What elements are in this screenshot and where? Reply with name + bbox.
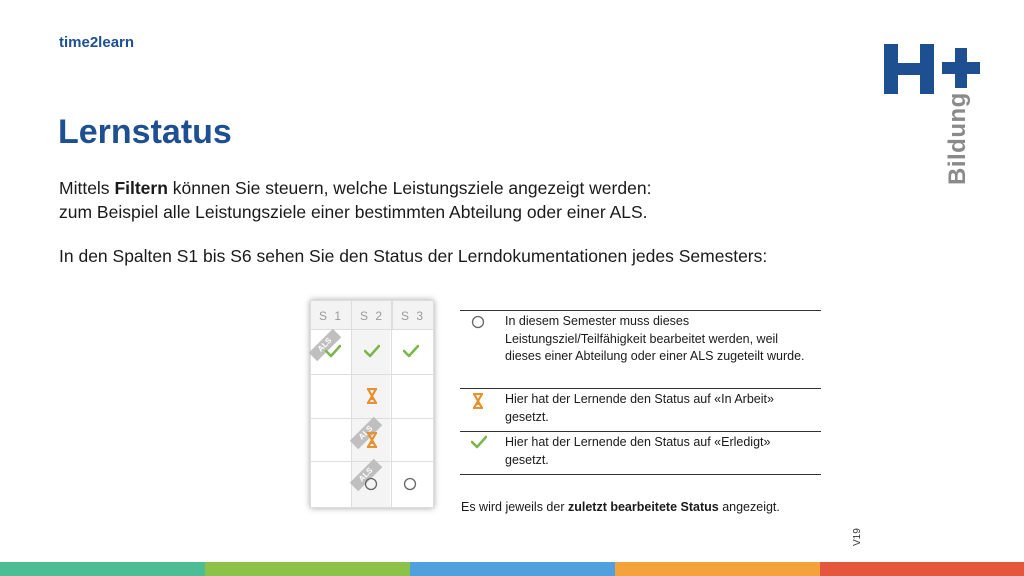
row-divider	[311, 374, 433, 375]
circle-icon	[403, 477, 417, 491]
legend-divider	[460, 388, 821, 389]
color-bar-segment	[205, 562, 410, 576]
column-header-s1: S 1	[311, 301, 352, 329]
column-divider	[391, 301, 392, 507]
check-icon	[471, 435, 487, 449]
legend-text-done: Hier hat der Lernende den Status auf «Erledigt» gesetzt.	[505, 435, 771, 467]
color-bar-segment	[410, 562, 615, 576]
intro-line-2: zum Beispiel alle Leistungsziele einer bestimmten Abteilung oder einer ALS.	[59, 202, 648, 222]
als-tag: ALS	[350, 417, 383, 450]
intro-line-1: Mittels Filtern können Sie steuern, welche Leistungsziele angezeigt werden:	[59, 178, 652, 198]
status-table	[310, 300, 434, 508]
color-bar-segment	[820, 562, 1024, 576]
legend-divider	[460, 474, 821, 475]
hourglass-icon	[366, 388, 378, 404]
legend-divider	[460, 431, 821, 432]
intro-line-3: In den Spalten S1 bis S6 sehen Sie den Status der Lerndokumentationen jedes Semesters:	[59, 246, 768, 266]
als-tag: ALS	[309, 329, 342, 362]
logo-word-bildung: Bildung	[944, 92, 971, 185]
als-tag: ALS	[350, 459, 383, 492]
column-divider	[351, 301, 352, 507]
legend-text-open: In diesem Semester muss dieses Leistungsziel/Teilfähigkeit bearbeitet werden, weil dieses einer Abteilung oder einer ALS zugeteilt wurde.	[505, 314, 805, 363]
column-header-s3: S 3	[393, 301, 433, 329]
check-icon	[325, 344, 341, 358]
check-icon	[364, 344, 380, 358]
color-bar-segment	[615, 562, 820, 576]
filter-emphasis: Filtern	[114, 178, 168, 198]
hourglass-icon	[366, 432, 378, 448]
version-label: V19	[852, 528, 863, 546]
page-title: Lernstatus	[58, 113, 232, 151]
legend-text-in-progress: Hier hat der Lernende den Status auf «In Arbeit» gesetzt.	[505, 392, 774, 424]
circle-icon	[364, 477, 378, 491]
column-header-s2: S 2	[352, 301, 393, 329]
check-icon	[403, 344, 419, 358]
hourglass-icon	[472, 393, 484, 409]
row-divider	[311, 329, 433, 330]
color-bar-segment	[0, 562, 205, 576]
legend-divider	[460, 310, 821, 311]
brand-label: time2learn	[59, 34, 135, 51]
footer-note: Es wird jeweils der zuletzt bearbeitete Status angezeigt.	[461, 500, 780, 514]
circle-icon	[471, 315, 485, 329]
